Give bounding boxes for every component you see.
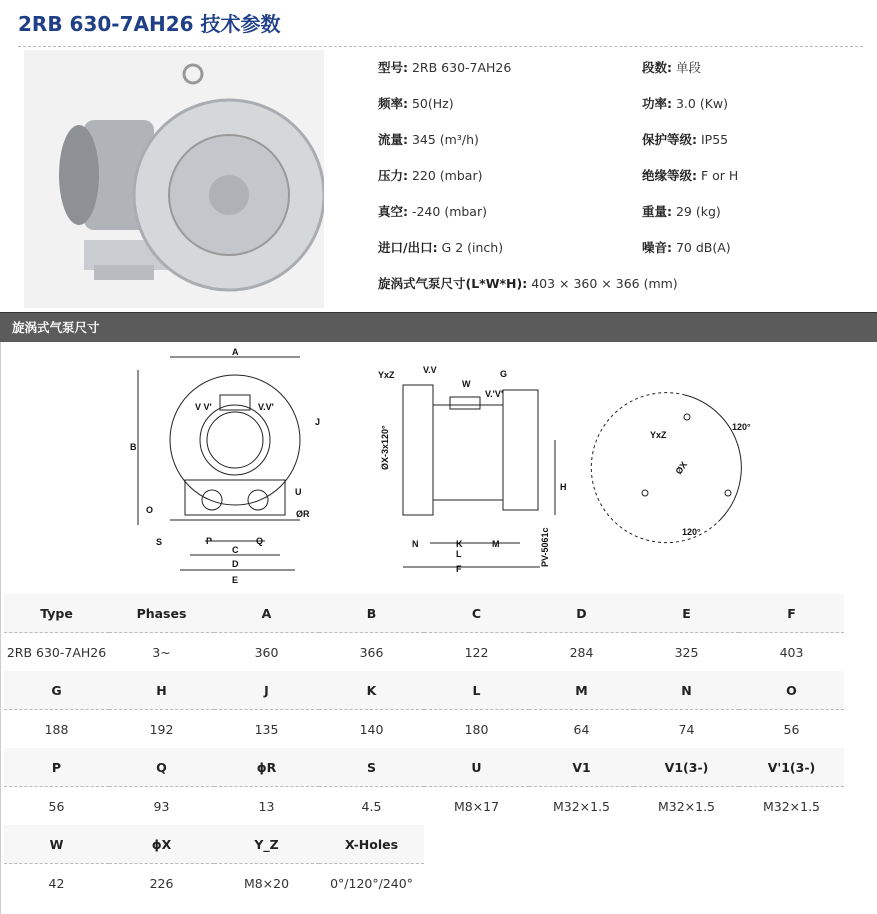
table-header-row bbox=[4, 825, 844, 864]
table-header-cell: V'1(3-) bbox=[739, 748, 844, 787]
table-cell: M32×1.5 bbox=[762, 798, 821, 814]
svg-text:S: S bbox=[156, 537, 163, 547]
svg-text:P: P bbox=[206, 536, 213, 546]
table-header-cell: Type bbox=[4, 594, 109, 633]
table-header-cell: K bbox=[319, 671, 424, 710]
table-cell: 403 bbox=[779, 644, 804, 660]
empty-cell bbox=[424, 825, 529, 864]
table-cell: M8×20 bbox=[243, 875, 290, 891]
table-header-cell: S bbox=[319, 748, 424, 787]
table-header-cell: ϕX bbox=[109, 825, 214, 864]
spec-label: 压力: bbox=[378, 168, 408, 183]
table-cell: M32×1.5 bbox=[552, 798, 611, 814]
svg-text:K: K bbox=[456, 539, 463, 549]
table-cell: 93 bbox=[153, 798, 170, 814]
section-header: 旋涡式气泵尺寸 bbox=[0, 312, 877, 342]
table-header-cell: F bbox=[739, 594, 844, 633]
svg-text:ØR: ØR bbox=[296, 509, 310, 519]
svg-text:V V': V V' bbox=[195, 402, 212, 412]
svg-text:N: N bbox=[412, 539, 419, 549]
table-header-row bbox=[4, 671, 844, 710]
spec-label: 真空: bbox=[378, 204, 408, 219]
svg-text:B: B bbox=[130, 442, 137, 452]
page-title: 2RB 630-7AH26 技术参数 bbox=[18, 12, 281, 36]
table-header-cell: Y_Z bbox=[214, 825, 319, 864]
svg-text:120°: 120° bbox=[682, 527, 701, 537]
spec-label: 旋涡式气泵尺寸(L*W*H): bbox=[378, 276, 528, 291]
spec-label: 型号: bbox=[378, 60, 408, 75]
table-header-cell: A bbox=[214, 594, 319, 633]
table-cell: 122 bbox=[464, 644, 489, 660]
dimensions-table bbox=[4, 594, 844, 902]
table-header-cell: P bbox=[4, 748, 109, 787]
spec-label: 进口/出口: bbox=[378, 240, 438, 255]
spec-value: F or H bbox=[697, 168, 739, 183]
spec-item bbox=[378, 58, 511, 76]
table-cell: 4.5 bbox=[361, 798, 382, 814]
front-view-drawing bbox=[130, 347, 320, 585]
table-header-cell: W bbox=[4, 825, 109, 864]
spec-label: 流量: bbox=[378, 132, 408, 147]
table-header-cell: U bbox=[424, 748, 529, 787]
svg-text:YxZ: YxZ bbox=[650, 430, 667, 440]
svg-text:V.'V': V.'V' bbox=[485, 389, 503, 399]
table-cell: 180 bbox=[464, 721, 489, 737]
empty-cell bbox=[529, 825, 634, 864]
spec-value: 220 (mbar) bbox=[408, 168, 483, 183]
svg-text:V.V': V.V' bbox=[258, 402, 274, 412]
table-header-cell: V1 bbox=[529, 748, 634, 787]
svg-text:F: F bbox=[456, 564, 462, 574]
table-row bbox=[4, 710, 844, 749]
table-cell: 284 bbox=[569, 644, 594, 660]
svg-text:U: U bbox=[295, 487, 302, 497]
svg-text:A: A bbox=[232, 347, 239, 357]
hole-pattern-drawing bbox=[591, 393, 751, 543]
table-header-cell: H bbox=[109, 671, 214, 710]
spec-value: 29 (kg) bbox=[672, 204, 721, 219]
svg-text:C: C bbox=[232, 545, 239, 555]
table-cell: 42 bbox=[48, 875, 65, 891]
svg-text:L: L bbox=[456, 549, 462, 559]
product-image bbox=[24, 50, 324, 308]
table-cell: 2RB 630-7AH26 bbox=[6, 644, 107, 660]
spec-item bbox=[642, 202, 721, 220]
table-cell: 226 bbox=[149, 875, 174, 891]
left-border bbox=[0, 342, 1, 914]
table-row bbox=[4, 633, 844, 672]
table-cell: 325 bbox=[674, 644, 699, 660]
spec-item bbox=[378, 130, 479, 148]
table-cell: 3~ bbox=[152, 644, 171, 660]
table-header-row bbox=[4, 748, 844, 787]
svg-text:J: J bbox=[315, 417, 321, 427]
table-cell: 188 bbox=[44, 721, 69, 737]
spec-label: 保护等级: bbox=[642, 132, 697, 147]
spec-value: 403 × 360 × 366 (mm) bbox=[527, 276, 678, 291]
spec-item bbox=[642, 94, 728, 112]
table-header-cell: N bbox=[634, 671, 739, 710]
table-cell: 56 bbox=[48, 798, 65, 814]
table-header-cell: ϕR bbox=[214, 748, 319, 787]
svg-text:V.V: V.V bbox=[423, 365, 437, 375]
spec-item bbox=[378, 274, 678, 292]
spec-item bbox=[642, 166, 738, 184]
table-cell: 192 bbox=[149, 721, 174, 737]
table-cell: 360 bbox=[254, 644, 279, 660]
table-row bbox=[4, 864, 844, 903]
spec-label: 重量: bbox=[642, 204, 672, 219]
svg-text:ØX-3x120°: ØX-3x120° bbox=[380, 425, 390, 470]
spec-item bbox=[378, 166, 482, 184]
table-cell: 140 bbox=[359, 721, 384, 737]
table-header-cell: M bbox=[529, 671, 634, 710]
spec-label: 段数: bbox=[642, 60, 672, 75]
side-view-drawing bbox=[378, 365, 567, 574]
spec-value: IP55 bbox=[697, 132, 729, 147]
table-header-cell: E bbox=[634, 594, 739, 633]
svg-text:ØX: ØX bbox=[673, 459, 690, 477]
empty-cell bbox=[739, 864, 844, 903]
table-header-cell: O bbox=[739, 671, 844, 710]
svg-text:D: D bbox=[232, 559, 239, 569]
spec-value: 345 (m³/h) bbox=[408, 132, 479, 147]
spec-label: 功率: bbox=[642, 96, 672, 111]
table-header-cell: C bbox=[424, 594, 529, 633]
spec-value: G 2 (inch) bbox=[437, 240, 504, 255]
table-header-cell: Q bbox=[109, 748, 214, 787]
spec-label: 噪音: bbox=[642, 240, 672, 255]
table-cell: 13 bbox=[258, 798, 275, 814]
table-header-cell: D bbox=[529, 594, 634, 633]
svg-text:YxZ: YxZ bbox=[378, 370, 395, 380]
table-header-cell: V1(3-) bbox=[634, 748, 739, 787]
empty-cell bbox=[634, 864, 739, 903]
table-header-row bbox=[4, 594, 844, 633]
spec-item bbox=[642, 238, 731, 256]
dimension-drawings bbox=[120, 345, 780, 590]
svg-text:120°: 120° bbox=[732, 422, 751, 432]
spec-item bbox=[378, 202, 487, 220]
table-header-cell: J bbox=[214, 671, 319, 710]
svg-text:H: H bbox=[560, 482, 567, 492]
table-header-cell: L bbox=[424, 671, 529, 710]
svg-text:E: E bbox=[232, 575, 239, 585]
svg-text:Q: Q bbox=[256, 536, 264, 546]
spec-item bbox=[642, 58, 701, 76]
svg-text:O: O bbox=[146, 505, 154, 515]
spec-value: -240 (mbar) bbox=[408, 204, 487, 219]
table-cell: 64 bbox=[573, 721, 590, 737]
table-header-cell: X-Holes bbox=[319, 825, 424, 864]
table-cell: 366 bbox=[359, 644, 384, 660]
spec-value: 50(Hz) bbox=[408, 96, 454, 111]
table-cell: 74 bbox=[678, 721, 695, 737]
spec-value: 单段 bbox=[672, 60, 701, 75]
table-cell: M32×1.5 bbox=[657, 798, 716, 814]
svg-text:W: W bbox=[462, 379, 471, 389]
spec-label: 频率: bbox=[378, 96, 408, 111]
svg-text:M: M bbox=[492, 539, 500, 549]
table-header-cell: G bbox=[4, 671, 109, 710]
empty-cell bbox=[739, 825, 844, 864]
spec-value: 2RB 630-7AH26 bbox=[408, 60, 512, 75]
empty-cell bbox=[424, 864, 529, 903]
table-cell: 135 bbox=[254, 721, 279, 737]
table-cell: 0°/120°/240° bbox=[330, 875, 413, 891]
table-cell: 56 bbox=[783, 721, 800, 737]
divider bbox=[18, 46, 863, 47]
svg-text:G: G bbox=[500, 369, 508, 379]
table-header-cell: B bbox=[319, 594, 424, 633]
svg-text:PV-5061c: PV-5061c bbox=[540, 527, 550, 567]
spec-item bbox=[378, 94, 454, 112]
spec-label: 绝缘等级: bbox=[642, 168, 697, 183]
empty-cell bbox=[529, 864, 634, 903]
table-header-cell: Phases bbox=[109, 594, 214, 633]
empty-cell bbox=[634, 825, 739, 864]
spec-item bbox=[642, 130, 728, 148]
spec-value: 3.0 (Kw) bbox=[672, 96, 728, 111]
table-cell: M8×17 bbox=[453, 798, 500, 814]
table-row bbox=[4, 787, 844, 826]
spec-item bbox=[378, 238, 503, 256]
spec-value: 70 dB(A) bbox=[672, 240, 731, 255]
